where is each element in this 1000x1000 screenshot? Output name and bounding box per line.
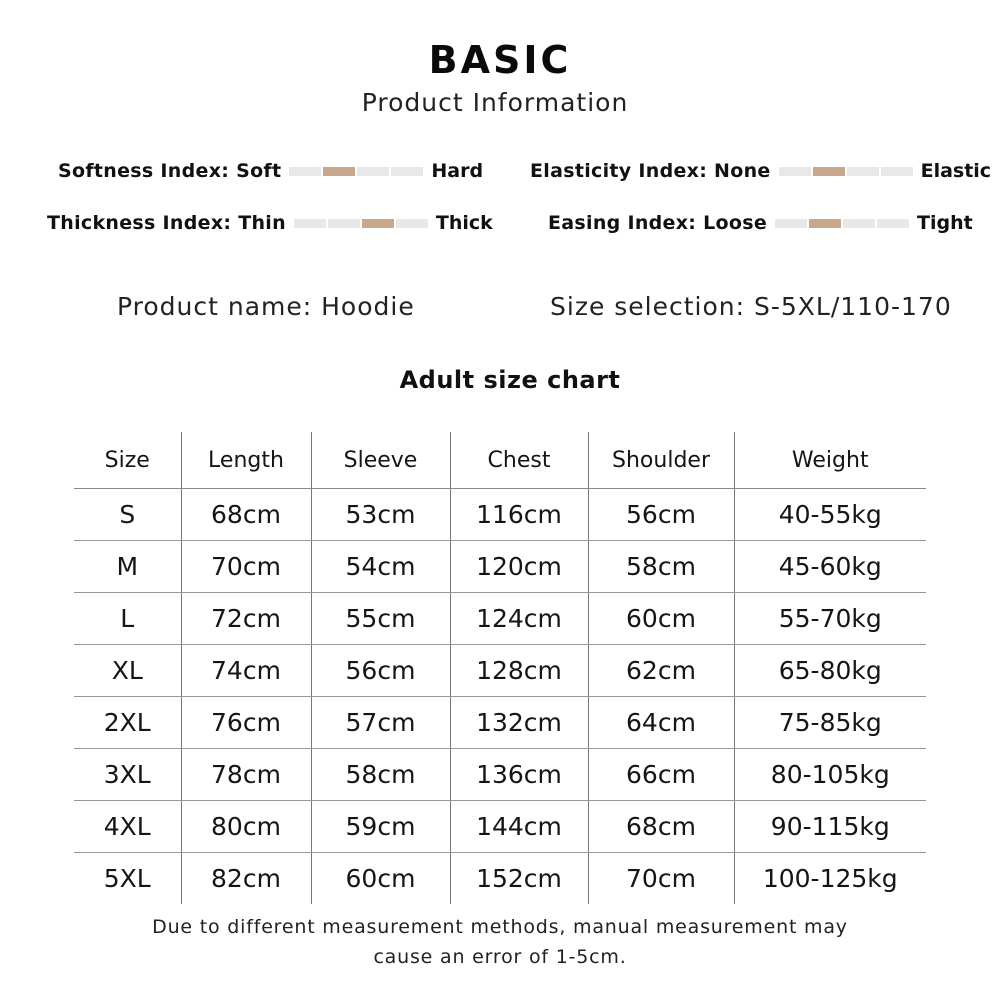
page-subtitle: Product Information (361, 88, 629, 117)
column-header-size: Size (74, 432, 181, 489)
table-body (74, 489, 926, 905)
index-segment (391, 167, 423, 176)
table-cell-sleeve: 60cm (311, 853, 450, 905)
column-header-weight: Weight (734, 432, 926, 489)
table-cell-chest: 132cm (450, 697, 588, 749)
index-segment (357, 167, 389, 176)
table-cell-shoulder: 58cm (588, 541, 734, 593)
table-cell-chest: 124cm (450, 593, 588, 645)
table-cell-shoulder: 70cm (588, 853, 734, 905)
thickness-index-bar (294, 219, 428, 228)
thickness-index-end-label: Thick (435, 212, 493, 234)
table-cell-chest: 144cm (450, 801, 588, 853)
index-segment (294, 219, 326, 228)
softness-index-end-label: Hard (431, 160, 484, 182)
disclaimer-line-1: Due to different measurement methods, manual measurement may (152, 916, 848, 938)
column-header-length: Length (181, 432, 311, 489)
table-row (74, 697, 926, 749)
softness-index-label: Softness Index: Soft (58, 160, 282, 182)
table-cell-sleeve: 55cm (311, 593, 450, 645)
table-header-row (74, 432, 926, 489)
table-cell-length: 80cm (181, 801, 311, 853)
index-segment (881, 167, 913, 176)
table-cell-chest: 120cm (450, 541, 588, 593)
table-cell-weight: 55-70kg (734, 593, 926, 645)
size-chart-title: Adult size chart (399, 366, 621, 394)
index-segment (779, 167, 811, 176)
table-cell-shoulder: 62cm (588, 645, 734, 697)
disclaimer-line-2: cause an error of 1-5cm. (373, 946, 627, 968)
thickness-index (47, 208, 493, 238)
table-cell-weight: 45-60kg (734, 541, 926, 593)
index-segment-active (809, 219, 841, 228)
table-row (74, 593, 926, 645)
elasticity-index-end-label: Elastic (920, 160, 992, 182)
elasticity-index (530, 156, 991, 186)
table-cell-weight: 80-105kg (734, 749, 926, 801)
table-row (74, 489, 926, 541)
table-cell-weight: 65-80kg (734, 645, 926, 697)
table-cell-chest: 152cm (450, 853, 588, 905)
table-cell-weight: 100-125kg (734, 853, 926, 905)
size-chart-table-wrap (74, 432, 926, 904)
table-cell-length: 70cm (181, 541, 311, 593)
easing-index-end-label: Tight (917, 212, 973, 234)
index-segment (775, 219, 807, 228)
product-name: Product name: Hoodie (117, 292, 415, 321)
table-cell-weight: 75-85kg (734, 697, 926, 749)
table-cell-shoulder: 68cm (588, 801, 734, 853)
table-cell-sleeve: 57cm (311, 697, 450, 749)
table-cell-size: 5XL (103, 864, 151, 893)
table-cell-size: XL (74, 645, 181, 697)
index-segment (289, 167, 321, 176)
table-cell-weight: 90-115kg (734, 801, 926, 853)
table-cell-size: M (74, 541, 181, 593)
elasticity-index-label: Elasticity Index: None (530, 160, 771, 182)
table-cell-length: 78cm (181, 749, 311, 801)
table-cell-size: S (74, 489, 181, 541)
index-segment (843, 219, 875, 228)
table-cell-chest: 116cm (450, 489, 588, 541)
index-segment (877, 219, 909, 228)
easing-index-bar (775, 219, 909, 228)
table-row (74, 853, 926, 905)
table-cell-size: 3XL (74, 749, 181, 801)
table-cell-length: 68cm (181, 489, 311, 541)
index-segment-active (362, 219, 394, 228)
table-cell-shoulder: 64cm (588, 697, 734, 749)
table-cell-chest: 128cm (450, 645, 588, 697)
table-cell-length: 72cm (181, 593, 311, 645)
table-cell-sleeve: 59cm (311, 801, 450, 853)
index-segment (847, 167, 879, 176)
table-cell-chest: 136cm (450, 749, 588, 801)
index-segment-active (813, 167, 845, 176)
table-cell-shoulder: 60cm (588, 593, 734, 645)
table-cell-sleeve: 58cm (311, 749, 450, 801)
table-cell-size: 2XL (74, 697, 181, 749)
table-cell-length: 74cm (181, 645, 311, 697)
table-row (74, 801, 926, 853)
size-chart-table (74, 432, 926, 904)
index-segment-active (323, 167, 355, 176)
softness-index-bar (289, 167, 423, 176)
column-header-sleeve: Sleeve (311, 432, 450, 489)
easing-index (548, 208, 973, 238)
easing-index-label: Easing Index: Loose (548, 212, 768, 234)
table-cell-size: L (74, 593, 181, 645)
column-header-chest: Chest (450, 432, 588, 489)
measurement-disclaimer (0, 912, 1000, 972)
table-row (74, 541, 926, 593)
index-segment (396, 219, 428, 228)
table-cell-length: 76cm (181, 697, 311, 749)
table-row (74, 749, 926, 801)
table-row (74, 645, 926, 697)
softness-index (58, 156, 483, 186)
table-cell-sleeve: 56cm (311, 645, 450, 697)
size-selection: Size selection: S-5XL/110-170 (550, 292, 952, 321)
table-cell-sleeve: 53cm (311, 489, 450, 541)
thickness-index-label: Thickness Index: Thin (47, 212, 286, 234)
elasticity-index-bar (779, 167, 913, 176)
table-cell-shoulder: 66cm (588, 749, 734, 801)
table-cell-weight: 40-55kg (734, 489, 926, 541)
table-cell-sleeve: 54cm (311, 541, 450, 593)
brand-title: BASIC (428, 38, 572, 82)
table-cell-size: 4XL (74, 801, 181, 853)
table-cell-shoulder: 56cm (588, 489, 734, 541)
column-header-shoulder: Shoulder (588, 432, 734, 489)
table-cell-length: 82cm (181, 853, 311, 905)
index-segment (328, 219, 360, 228)
